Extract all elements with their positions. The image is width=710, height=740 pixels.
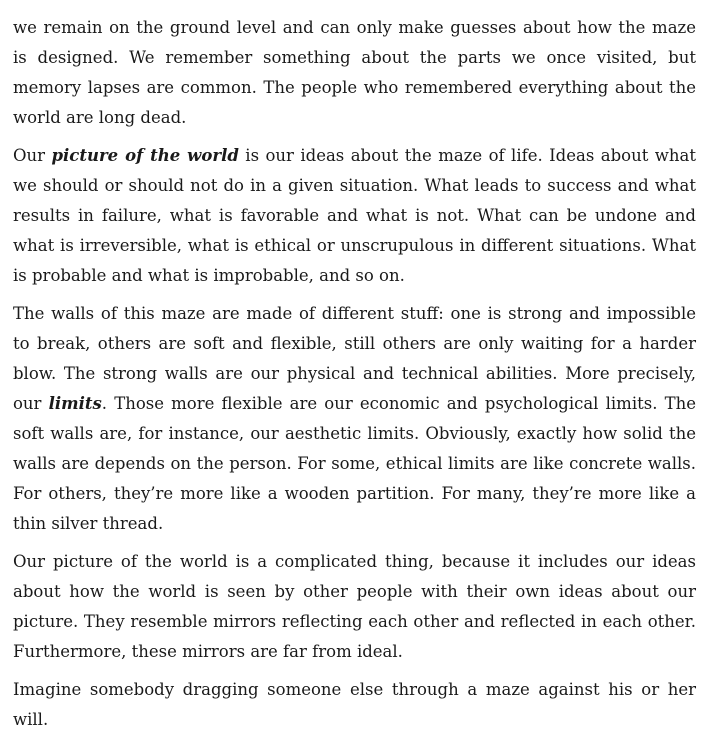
- paragraph-text: Our: [13, 146, 52, 165]
- paragraph-4: [13, 547, 696, 667]
- paragraph-1: [13, 13, 696, 133]
- paragraph-text: . Those more flexible are our economic and psychological limits. The soft walls are, for instance, our aesthetic limits. Obviously, exactly how solid the walls are depends on the person. For some, ethical limits are like concrete walls. For others, they’re more like a wooden partition. For many, they’re more like a thin silver thread.: [13, 394, 696, 533]
- paragraph-3: [13, 299, 696, 539]
- paragraph-text: Imagine somebody dragging someone else through a maze against his or her will.: [13, 680, 696, 729]
- paragraph-text: The walls of this maze are made of different stuff: one is strong and impossible to break, others are soft and flexible, still others are only waiting for a harder blow. The strong walls are our physical and technical abilities. More precisely, our: [13, 304, 696, 413]
- paragraph-text: we remain on the ground level and can only make guesses about how the maze is designed. We remember something about the parts we once visited, but memory lapses are common. The people who remembered everything about the world are long dead.: [13, 18, 696, 127]
- paragraph-5: [13, 675, 696, 735]
- paragraph-text: is our ideas about the maze of life. Ideas about what we should or should not do in a given situation. What leads to success and what results in failure, what is favorable and what is not. What can be undone and what is irreversible, what is ethical or unscrupulous in different situations. What is probable and what is improbable, and so on.: [13, 146, 696, 285]
- emphasized-term-limits: limits: [48, 394, 102, 413]
- paragraph-text: Our picture of the world is a complicated thing, because it includes our ideas about how the world is seen by other people with their own ideas about our picture. They resemble mirrors reflecting each other and reflected in each other. Furthermore, these mirrors are far from ideal.: [13, 552, 696, 661]
- emphasized-term-picture-of-the-world: picture of the world: [51, 146, 239, 165]
- paragraph-2: [13, 141, 696, 291]
